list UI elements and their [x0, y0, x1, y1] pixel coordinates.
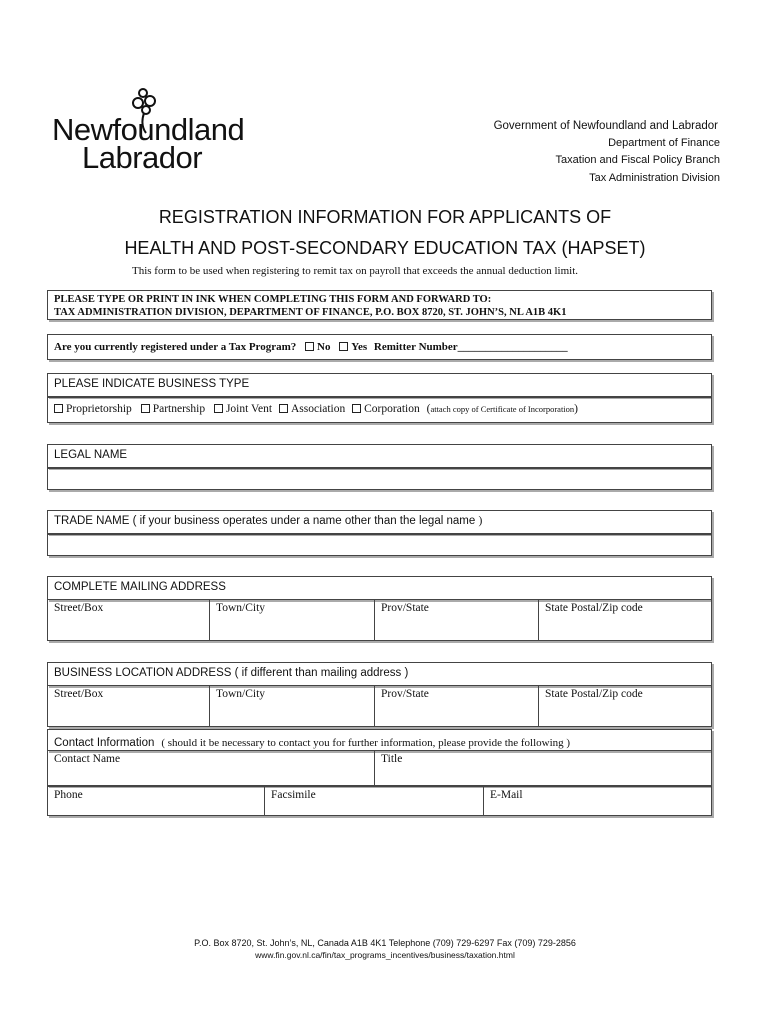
contact-heading-label: Contact Information	[54, 737, 155, 749]
government-name: Government of Newfoundland and Labrador	[493, 120, 718, 132]
footer-address: P.O. Box 8720, St. John’s, NL, Canada A1B 4K1 Telephone (709) 729-6297 Fax (709) 729-2856	[194, 938, 576, 948]
logo-text-newfoundland: Newfoundland	[52, 112, 245, 147]
trade-name-heading	[47, 510, 712, 534]
contact-row-1	[47, 750, 712, 786]
registered-no-label: No	[317, 341, 331, 353]
partnership-label: Partnership	[152, 403, 206, 415]
email-field[interactable]: E-Mail	[490, 789, 523, 801]
registered-yes-checkbox[interactable]	[339, 342, 348, 351]
joint-venture-checkbox[interactable]	[214, 404, 223, 413]
facsimile-field[interactable]: Facsimile	[265, 787, 484, 815]
corporation-note: attach copy of Certificate of Incorporation	[430, 404, 575, 414]
corporation-checkbox[interactable]	[352, 404, 361, 413]
partnership-checkbox[interactable]	[141, 404, 150, 413]
footer-url[interactable]: www.fin.gov.nl.ca/fin/tax_programs_incentives/business/taxation.html	[255, 950, 515, 960]
corporation-note-close: )	[574, 403, 579, 415]
contact-name-field[interactable]: Contact Name	[48, 751, 375, 785]
forward-instructions	[47, 290, 712, 320]
forward-line1: PLEASE TYPE OR PRINT IN INK WHEN COMPLETING THIS FORM AND FORWARD TO:	[54, 294, 492, 305]
department-name: Department of Finance	[608, 137, 720, 149]
form-intro: This form to be used when registering to remit tax on payroll that exceeds the annual deduction limit.	[132, 265, 578, 277]
corporation-label: Corporation	[364, 403, 420, 415]
association-label: Association	[290, 403, 346, 415]
mailing-street-field[interactable]: Street/Box	[48, 600, 210, 640]
form-title-line2: HEALTH AND POST-SECONDARY EDUCATION TAX (HAPSET)	[124, 238, 646, 258]
joint-venture-label: Joint Vent	[225, 403, 273, 415]
location-address-fields	[47, 685, 712, 727]
registered-yes-label: Yes	[351, 341, 368, 353]
trade-name-heading-close: )	[478, 515, 483, 527]
location-street-field[interactable]: Street/Box	[48, 686, 210, 726]
forward-line2: TAX ADMINISTRATION DIVISION, DEPARTMENT OF FINANCE, P.O. BOX 8720, ST. JOHN’S, NL A1B 4K1	[54, 307, 567, 318]
branch-name: Taxation and Fiscal Policy Branch	[555, 154, 720, 166]
phone-field[interactable]: Phone	[48, 787, 265, 815]
proprietorship-label: Proprietorship	[66, 403, 132, 415]
logo-text-labrador: Labrador	[82, 140, 203, 175]
registration-status-row	[47, 334, 712, 360]
contact-heading-note: ( should it be necessary to contact you for further information, please provide the following )	[161, 737, 571, 749]
division-name: Tax Administration Division	[589, 172, 720, 184]
mailing-prov-field[interactable]: Prov/State	[375, 600, 539, 640]
business-type-options	[47, 397, 712, 423]
proprietorship-checkbox[interactable]	[54, 404, 63, 413]
association-checkbox[interactable]	[279, 404, 288, 413]
corporation-note-open: (	[426, 403, 431, 415]
mailing-address-fields	[47, 599, 712, 641]
contact-title-field[interactable]: Title	[381, 753, 403, 765]
legal-name-heading: LEGAL NAME	[47, 444, 712, 468]
location-postal-field[interactable]: State Postal/Zip code	[545, 688, 643, 700]
legal-name-input[interactable]	[47, 468, 712, 490]
registered-question: Are you currently registered under a Tax Program?	[54, 341, 297, 353]
trade-name-input[interactable]	[47, 534, 712, 556]
location-prov-field[interactable]: Prov/State	[375, 686, 539, 726]
mailing-town-field[interactable]: Town/City	[210, 600, 375, 640]
trade-name-heading-text: TRADE NAME ( if your business operates under a name other than the legal name	[54, 515, 476, 527]
contact-row-2	[47, 786, 712, 816]
registered-no-checkbox[interactable]	[305, 342, 314, 351]
contact-heading	[47, 729, 712, 751]
location-address-heading: BUSINESS LOCATION ADDRESS ( if different than mailing address )	[47, 662, 712, 686]
mailing-postal-field[interactable]: State Postal/Zip code	[545, 602, 643, 614]
business-type-heading: PLEASE INDICATE BUSINESS TYPE	[47, 373, 712, 397]
location-town-field[interactable]: Town/City	[210, 686, 375, 726]
remitter-number-field[interactable]: Remitter Number____________________	[373, 341, 568, 353]
mailing-address-heading: COMPLETE MAILING ADDRESS	[47, 576, 712, 600]
form-title-line1: REGISTRATION INFORMATION FOR APPLICANTS OF	[158, 207, 612, 227]
